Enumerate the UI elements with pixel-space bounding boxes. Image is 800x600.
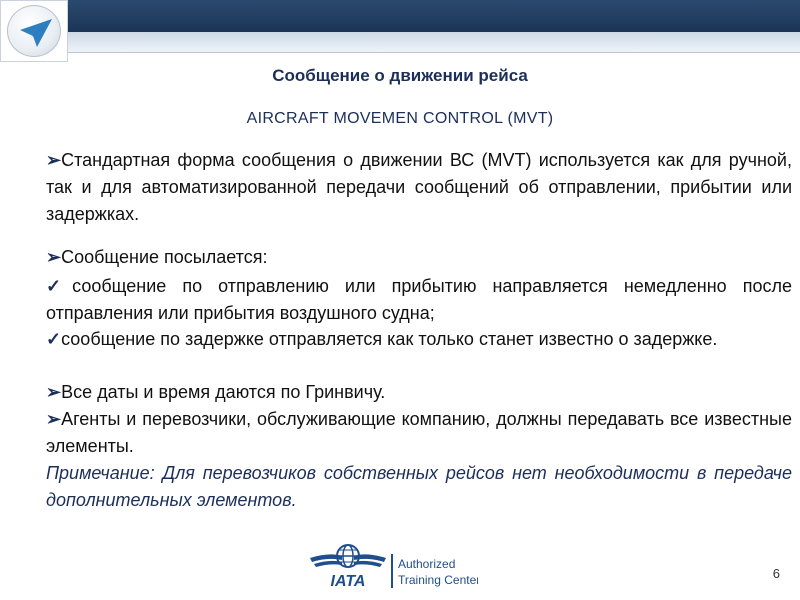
bullet-text: Все даты и время даются по Гринвичу. [61, 382, 386, 402]
bullet-text: сообщение по отправлению или прибытию направляется немедленно после отправления или прибытия воздушного судна; [46, 276, 792, 323]
bullet-message-sent [46, 244, 792, 271]
header-subband [68, 32, 800, 53]
arrow-bullet-icon: ➢ [46, 409, 62, 429]
bullet-text: Стандартная форма сообщения о движении ВС (MVT) используется как для ручной, так и для автоматизированной передачи сообщений об отправлении, прибытии или задержках. [46, 150, 792, 224]
bullet-text: Агенты и перевозчики, обслуживающие компанию, должны передавать все известные элементы. [46, 409, 792, 456]
bullet-delay [46, 326, 792, 353]
iata-brand: IATA [330, 573, 366, 590]
slide-title: Сообщение о движении рейса [272, 66, 528, 85]
arrow-bullet-icon: ➢ [46, 150, 62, 170]
iata-globe-icon [308, 536, 478, 592]
bullet-departure-arrival [46, 273, 792, 327]
bullet-standard-form [46, 147, 792, 228]
bullet-agents [46, 406, 792, 460]
slide-subtitle: AIRCRAFT MOVEMEN CONTROL (MVT) [246, 110, 554, 127]
arrow-bullet-icon: ➢ [46, 382, 62, 402]
bullet-gmt [46, 379, 792, 406]
logo-emblem [7, 5, 61, 57]
check-bullet-icon: ✓ [46, 329, 62, 349]
footer-line1: Authorized [398, 557, 456, 571]
footer-line2: Training Center [398, 573, 478, 587]
company-logo [0, 0, 68, 62]
note-text: Примечание: Для перевозчиков собственных рейсов нет необходимости в передаче дополнительных элементов. [46, 463, 792, 510]
iata-training-center-logo [308, 536, 478, 592]
header-band [68, 0, 800, 32]
check-bullet-icon: ✓ [46, 276, 73, 296]
paper-plane-icon [8, 6, 62, 58]
page-number: 6 [772, 566, 780, 581]
bullet-text: сообщение по задержке отправляется как только станет известно о задержке. [61, 329, 718, 349]
arrow-bullet-icon: ➢ [46, 247, 62, 267]
bullet-text: Сообщение посылается: [61, 247, 268, 267]
